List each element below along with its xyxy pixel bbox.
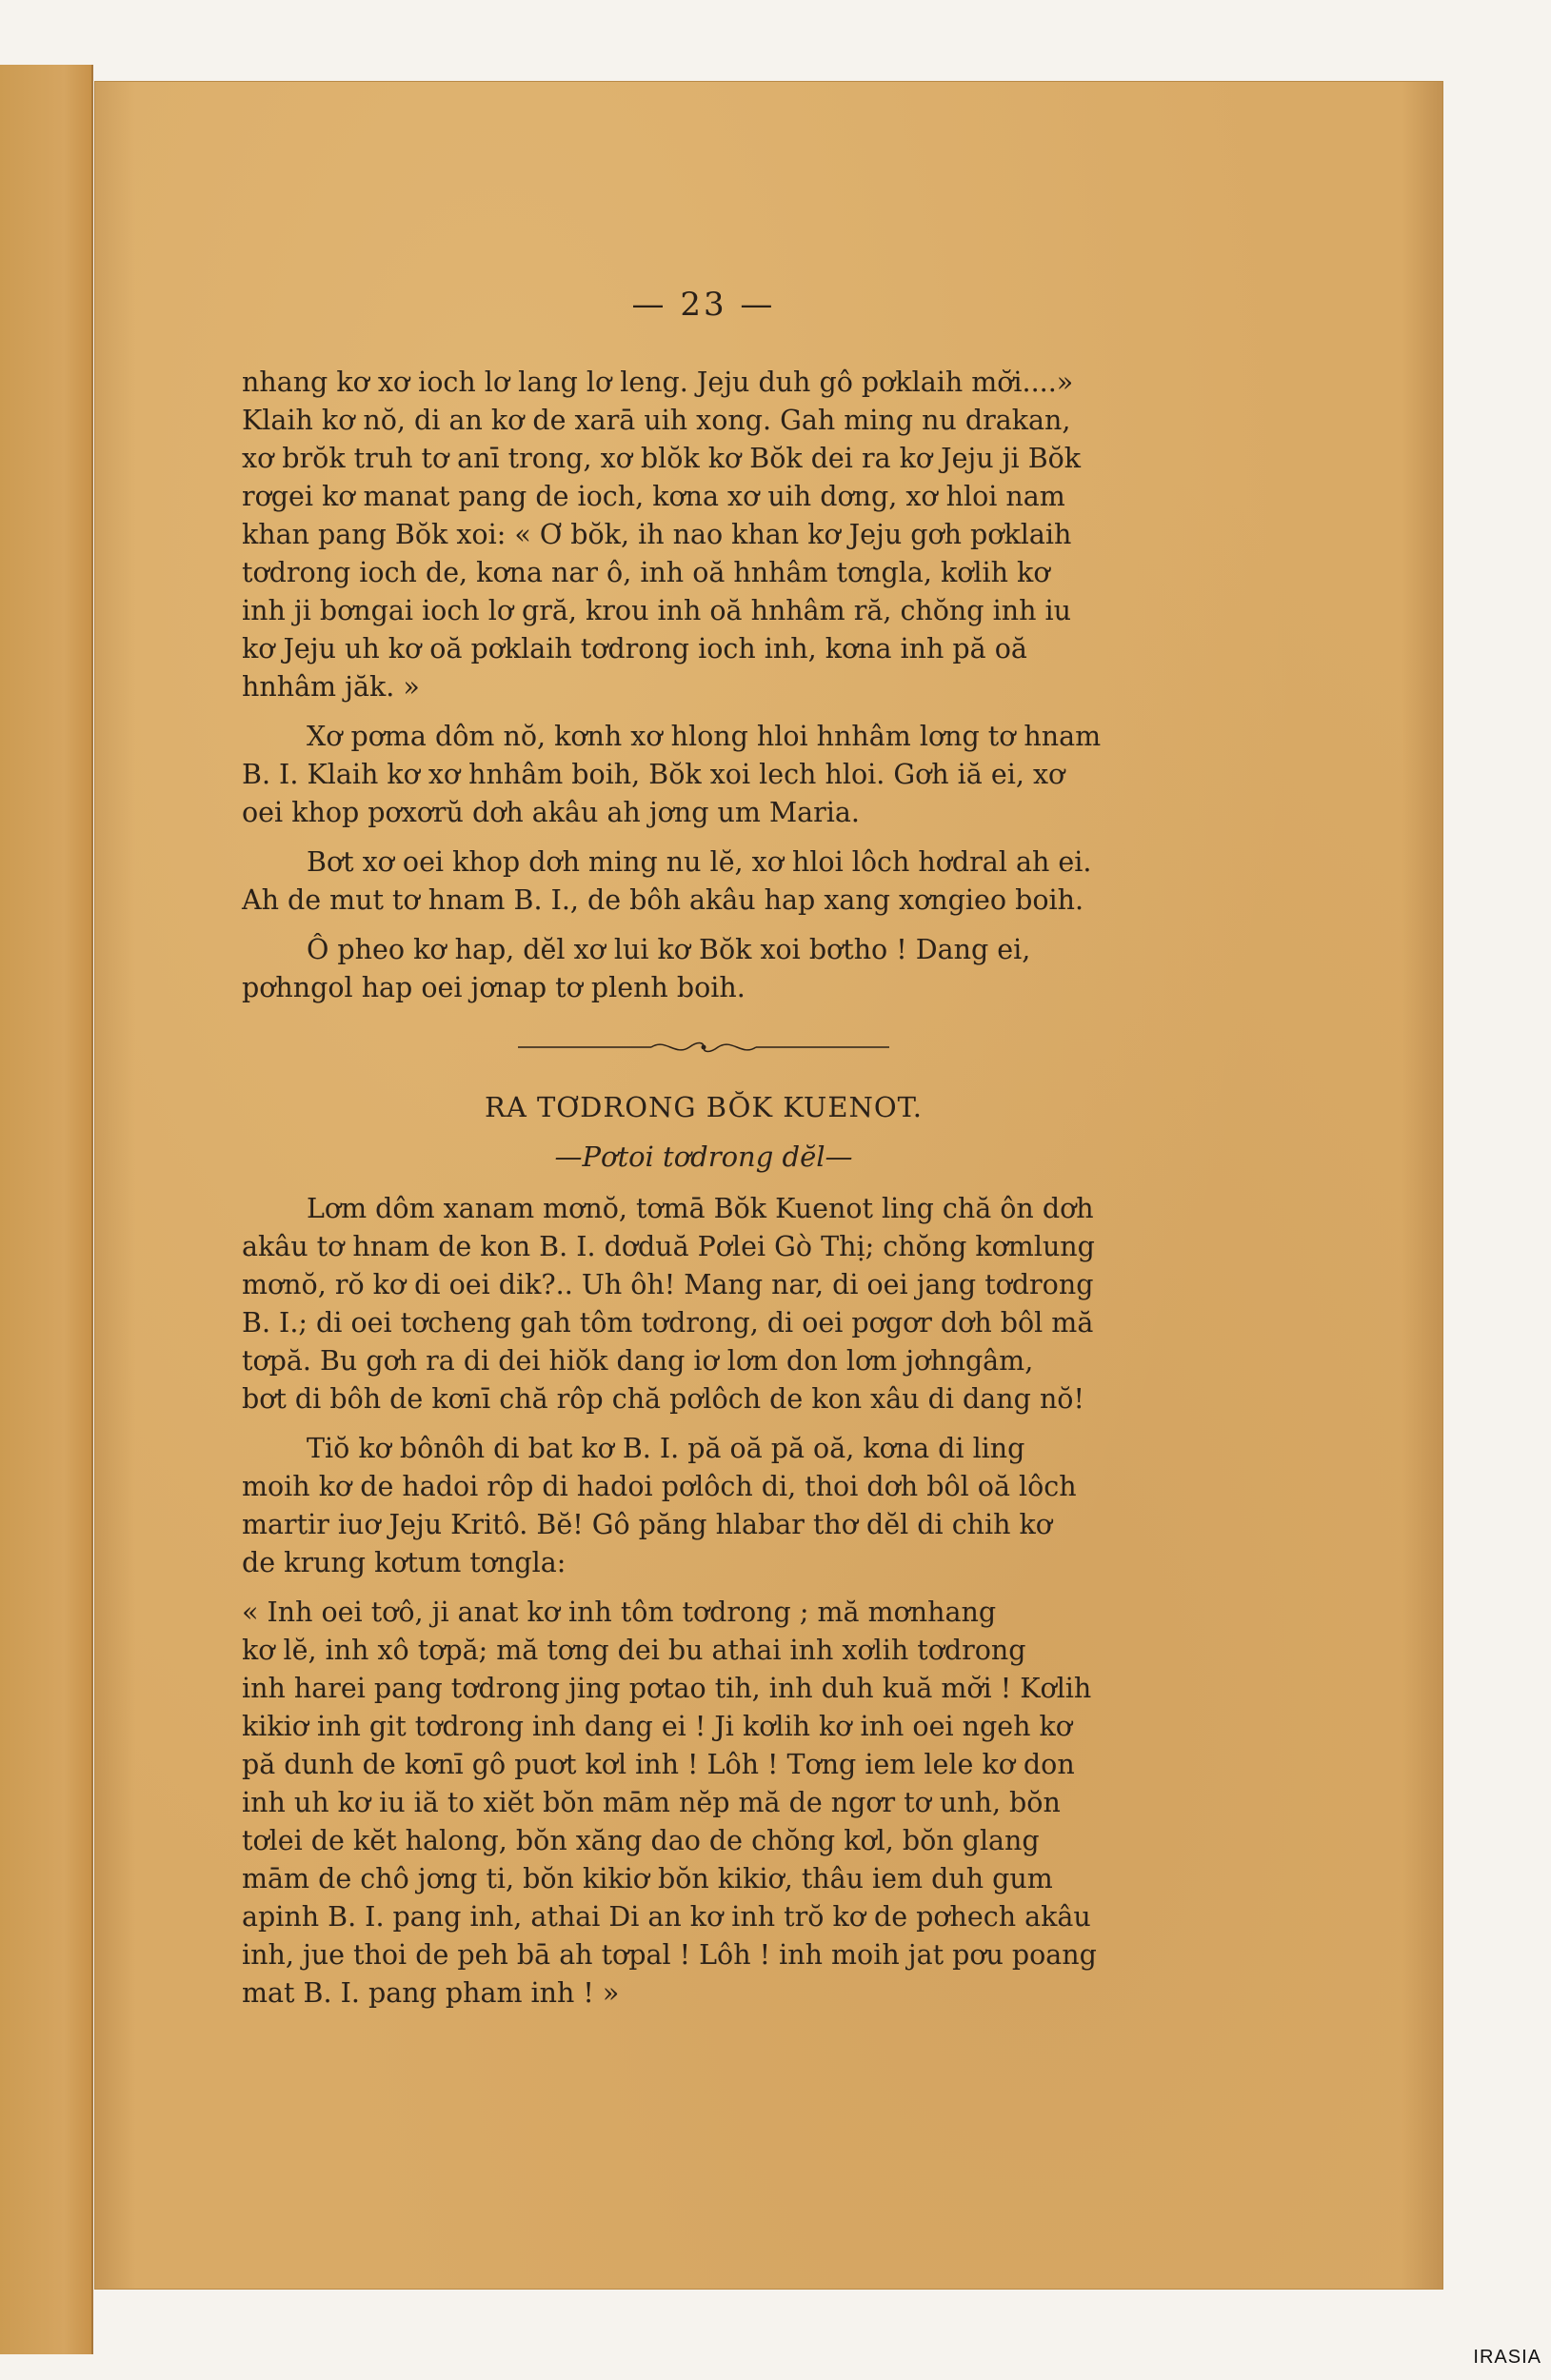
section-heading: RA TƠDRONG BŎK KUENOT. <box>485 1091 923 1123</box>
paragraph: Lơm dôm xanam mơnŏ, tơmā Bŏk Kuenot ling chă ôn dơh akâu tơ hnam de kon B. I. dơduă Pơlei Gò Thị; chŏng kơmlung mơnŏ, rŏ kơ di oei dik?.. Uh ôh! Mang nar, di oei jang tơdrong B. I.; di oei tơcheng gah tôm tơdrong, di oei pơgơr dơh bôl mă tơpă. Bu gơh ra di dei hiŏk dang iơ lơm don lơm jơhngâm, bơt di bôh de kơnī chă rôp chă pơlôch de kon xâu di dang nŏ! <box>242 1193 1095 1415</box>
ornament-divider <box>518 1036 889 1059</box>
previous-page-edge <box>0 65 93 2354</box>
quoted-letter: « Inh oei tơô, ji anat kơ inh tôm tơdrong ; mă mơnhang kơ lĕ, inh xô tơpă; mă tơng dei bu athai inh xơlih tơdrong inh harei pang tơdrong jing pơtao tih, inh duh kuă mơ̆i ! Kơlih kikiơ inh git tơdrong inh dang ei ! Ji kơlih kơ inh oei ngeh kơ pă dunh de kơnī gô puơt kơl inh ! Lôh ! Tơng iem lele kơ don inh uh kơ iu iă to xiĕt bŏn mām nĕp mă de ngơr tơ unh, bŏn tơlei de kĕt halong, bŏn xăng dao de chŏng kơl, bŏn glang mām de chô jơng ti, bŏn kikiơ bŏn kikiơ, thâu iem duh gum apinh B. I. pang inh, athai Di an kơ inh trŏ kơ de pơhech akâu inh, jue thoi de peh bā ah tơpal ! Lôh ! inh moih jat pơu poang mat B. I. pang pham inh ! » <box>242 1597 1097 2009</box>
paragraph: Tiŏ kơ bônôh di bat kơ B. I. pă oă pă oă, kơna di ling moih kơ de hadoi rôp di hadoi pơlôch di, thoi dơh bôl oă lôch martir iuơ Jeju Kritô. Bĕ! Gô păng hlabar thơ dĕl di chih kơ de krung kơtum tơngla: <box>242 1433 1077 1578</box>
watermark: IRASIA <box>1473 2347 1541 2368</box>
paragraph: Bơt xơ oei khop dơh ming nu lĕ, xơ hloi lôch hơdral ah ei. Ah de mut tơ hnam B. I., de bôh akâu hap xang xơngieo boih. <box>242 846 1092 916</box>
paragraph: Xơ pơma dôm nŏ, kơnh xơ hlong hloi hnhâm lơng tơ hnam B. I. Klaih kơ xơ hnhâm boih, Bŏk xoi lech hloi. Gơh iă ei, xơ oei khop pơxơrŭ dơh akâu ah jơng um Maria. <box>242 721 1102 828</box>
page-number: — 23 — <box>631 286 776 324</box>
paragraph: nhang kơ xơ ioch lơ lang lơ leng. Jeju duh gô pơklaih mơ̆i....» Klaih kơ nŏ, di an kơ de xarā uih xong. Gah ming nu drakan, xơ brŏk truh tơ anī trong, xơ blŏk kơ Bŏk dei ra kơ Jeju ji Bŏk rơgei kơ manat pang de ioch, kơna xơ uih dơng, xơ hloi nam khan pang Bŏk xoi: « Ơ bŏk, ih nao khan kơ Jeju gơh pơklaih tơdrong ioch de, kơna nar ô, inh oă hnhâm tơngla, kơlih kơ inh ji bơngai ioch lơ gră, krou inh oă hnhâm ră, chŏng inh iu kơ Jeju uh kơ oă pơklaih tơdrong ioch inh, kơna inh pă oă hnhâm jăk. » <box>242 367 1082 703</box>
section-subheading: —Pơtoi tơdrong dĕl— <box>554 1140 853 1173</box>
page-content <box>242 286 1165 2013</box>
paragraph: Ô pheo kơ hap, dĕl xơ lui kơ Bŏk xoi bơtho ! Dang ei, pơhngol hap oei jơnap tơ plenh boih. <box>242 934 1031 1003</box>
